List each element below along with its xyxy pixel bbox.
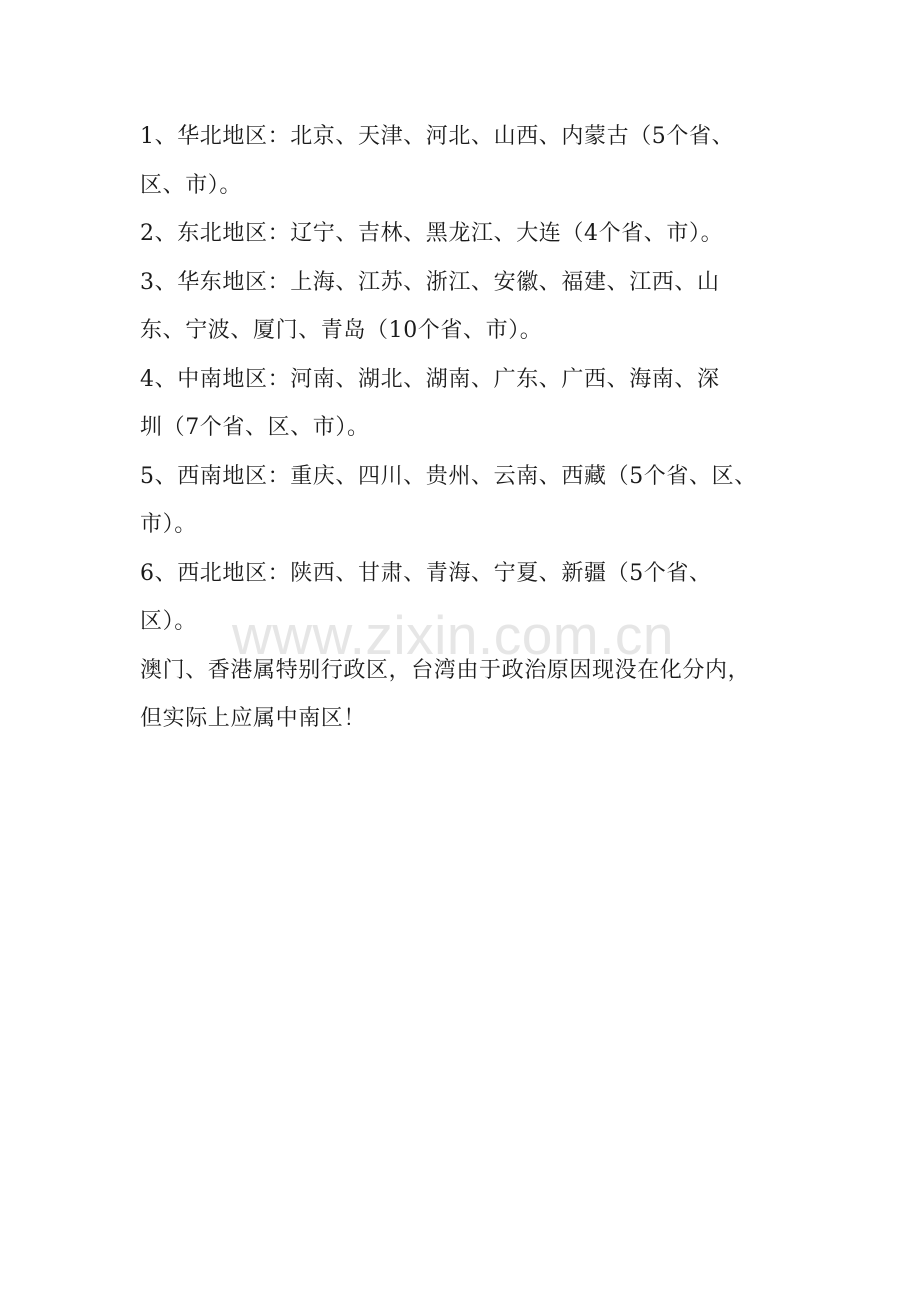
text-line-1: 1、华北地区：北京、天津、河北、山西、内蒙古（5个省、 bbox=[140, 124, 735, 149]
watermark-text: www.zixin.com.cn bbox=[232, 604, 674, 666]
text-line-2: 区、市）。 bbox=[140, 172, 243, 198]
text-line-9: 市）。 bbox=[140, 512, 197, 537]
text-line-12: 澳门、香港属特别行政区，台湾由于政治原因现没在化分内， bbox=[140, 657, 751, 683]
text-line-11: 区）。 bbox=[140, 609, 197, 634]
document-body bbox=[140, 113, 790, 744]
text-line-10: 6、西北地区：陕西、甘肃、青海、宁夏、新疆（5个省、 bbox=[140, 560, 712, 586]
text-line-6: 4、中南地区：河南、湖北、湖南、广东、广西、海南、深 bbox=[140, 366, 720, 392]
text-line-5: 东、宁波、厦门、青岛（10个省、市）。 bbox=[140, 318, 543, 343]
text-line-4: 3、华东地区：上海、江苏、浙江、安徽、福建、江西、山 bbox=[140, 269, 720, 295]
text-line-3: 2、东北地区：辽宁、吉林、黑龙江、大连（4个省、市）。 bbox=[140, 221, 724, 246]
text-line-7: 圳（7个省、区、市）。 bbox=[140, 415, 370, 440]
text-line-13: 但实际上应属中南区！ bbox=[140, 706, 367, 731]
text-line-8: 5、西南地区：重庆、四川、贵州、云南、西藏（5个省、区、 bbox=[140, 463, 757, 489]
